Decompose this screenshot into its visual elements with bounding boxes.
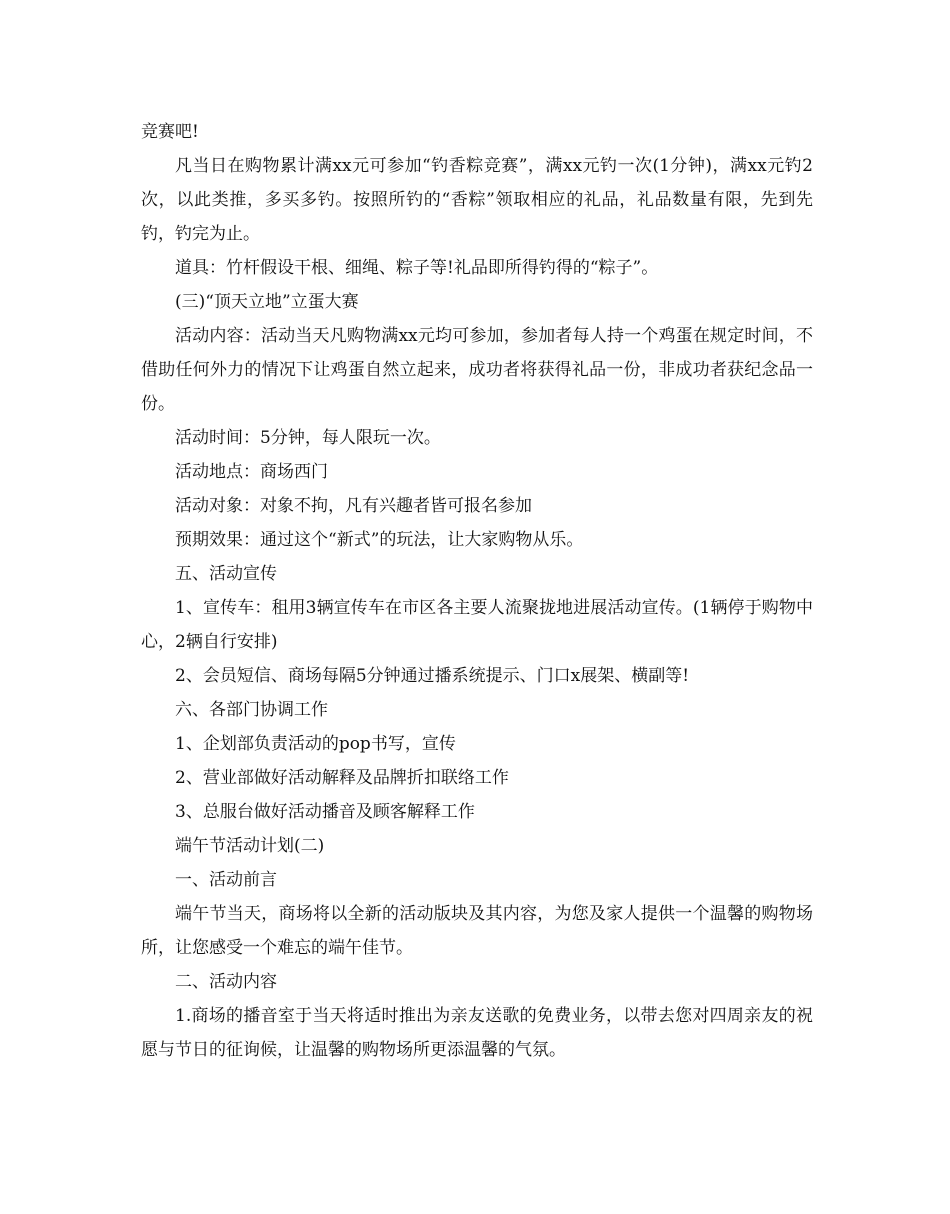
paragraph-11: 1、宣传车：租用3辆宣传车在市区各主要人流聚拢地进展活动宣传。(1辆停于购物中心，2辆自行安排) xyxy=(141,598,813,652)
paragraph-8: 活动对象：对象不拘，凡有兴趣者皆可报名参加 xyxy=(175,496,532,516)
paragraph-16: 3、总服台做好活动播音及顾客解释工作 xyxy=(175,802,475,822)
paragraph-6: 活动时间：5分钟，每人限玩一次。 xyxy=(175,428,441,448)
document-body xyxy=(141,115,813,1067)
paragraph-3: 道具：竹杆假设干根、细绳、粽子等!礼品即所得钓得的“粽子”。 xyxy=(175,258,659,278)
section-heading-3: (三)“顶天立地”立蛋大赛 xyxy=(175,292,359,312)
paragraph-1: 竞赛吧! xyxy=(141,122,199,142)
section-heading-1: 一、活动前言 xyxy=(175,870,277,890)
section-heading-2: 二、活动内容 xyxy=(175,972,277,992)
paragraph-15: 2、营业部做好活动解释及品牌折扣联络工作 xyxy=(175,768,509,788)
paragraph-7: 活动地点：商场西门 xyxy=(175,462,328,482)
paragraph-12: 2、会员短信、商场每隔5分钟通过播系统提示、门口x展架、横副等! xyxy=(175,666,690,686)
paragraph-14: 1、企划部负责活动的pop书写，宣传 xyxy=(175,734,456,754)
paragraph-5: 活动内容：活动当天凡购物满xx元均可参加，参加者每人持一个鸡蛋在规定时间，不借助任何外力的情况下让鸡蛋自然立起来，成功者将获得礼品一份，非成功者获纪念品一份。 xyxy=(141,326,813,414)
plan-title-2: 端午节活动计划(二) xyxy=(175,836,325,856)
section-heading-6: 六、各部门协调工作 xyxy=(175,700,328,720)
section-heading-5: 五、活动宣传 xyxy=(175,564,277,584)
paragraph-9: 预期效果：通过这个“新式”的玩法，让大家购物从乐。 xyxy=(175,530,584,550)
paragraph-19: 端午节当天，商场将以全新的活动版块及其内容，为您及家人提供一个温馨的购物场所，让您感受一个难忘的端午佳节。 xyxy=(141,904,813,958)
paragraph-21: 1.商场的播音室于当天将适时推出为亲友送歌的免费业务，以带去您对四周亲友的祝愿与节日的征询候，让温馨的购物场所更添温馨的气氛。 xyxy=(141,1006,813,1060)
paragraph-2: 凡当日在购物累计满xx元可参加“钓香粽竞赛”，满xx元钓一次(1分钟)，满xx元钓2次，以此类推，多买多钓。按照所钓的“香粽”领取相应的礼品，礼品数量有限，先到先钓，钓完为止。 xyxy=(141,156,813,244)
